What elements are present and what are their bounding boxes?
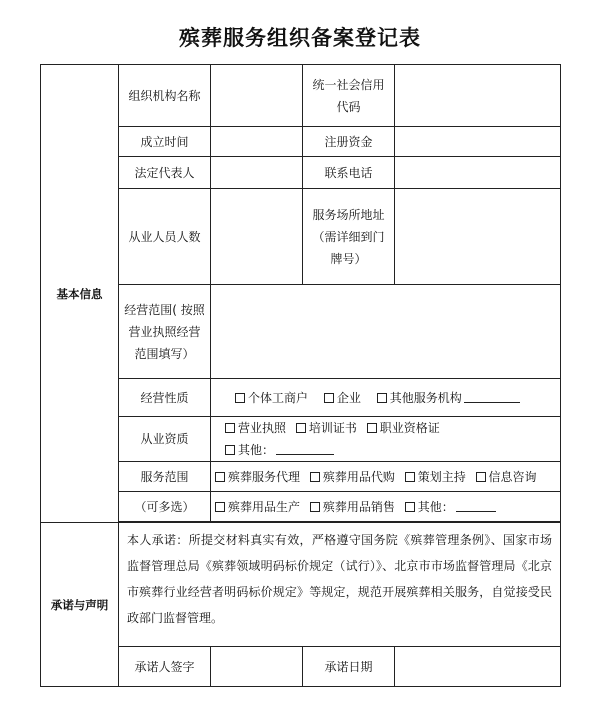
qualification-option-other[interactable]: 其他： (225, 439, 334, 461)
checkbox-icon (296, 423, 306, 433)
legal-representative-label: 法定代表人 (119, 157, 211, 189)
qualification-option-certificate[interactable]: 职业资格证 (367, 417, 440, 439)
nature-option-enterprise[interactable]: 企业 (324, 387, 361, 409)
checkbox-icon (405, 502, 415, 512)
section-promise: 承诺与声明 (41, 523, 119, 687)
section-basic-info: 基本信息 (41, 65, 119, 523)
staff-count-field[interactable] (211, 189, 303, 285)
established-date-label: 成立时间 (119, 127, 211, 157)
service-scope-options-row2 (211, 492, 561, 522)
checkbox-icon (225, 423, 235, 433)
business-scope-field[interactable] (211, 285, 561, 379)
date-field[interactable] (395, 647, 561, 687)
legal-representative-field[interactable] (211, 157, 303, 189)
registered-capital-field[interactable] (395, 127, 561, 157)
service-address-label: 服务场所地址 （需详细到门 牌号） (303, 189, 395, 285)
checkbox-icon (476, 472, 486, 482)
fill-blank (464, 391, 520, 403)
registration-form-table (40, 64, 561, 687)
nature-option-other[interactable]: 其他服务机构 (377, 387, 520, 409)
fill-blank (456, 500, 496, 512)
staff-count-label: 从业人员人数 (119, 189, 211, 285)
established-date-field[interactable] (211, 127, 303, 157)
fill-blank (276, 443, 334, 455)
qualification-label: 从业资质 (119, 417, 211, 462)
checkbox-icon (405, 472, 415, 482)
business-nature-options (211, 379, 561, 417)
checkbox-icon (377, 393, 387, 403)
checkbox-icon (235, 393, 245, 403)
checkbox-icon (324, 393, 334, 403)
nature-option-individual[interactable]: 个体工商户 (235, 387, 308, 409)
org-name-label: 组织机构名称 (119, 65, 211, 127)
contact-phone-field[interactable] (395, 157, 561, 189)
business-nature-label: 经营性质 (119, 379, 211, 417)
service-option-hosting[interactable]: 策划主持 (405, 466, 466, 488)
qualification-option-license[interactable]: 营业执照 (225, 417, 286, 439)
checkbox-icon (215, 502, 225, 512)
service-scope-label: 服务范围 (119, 462, 211, 492)
service-option-purchasing[interactable]: 殡葬用品代购 (310, 466, 395, 488)
checkbox-icon (225, 445, 235, 455)
service-address-field[interactable] (395, 189, 561, 285)
business-scope-label: 经营范围( 按照 营业执照经营 范围填写） (119, 285, 211, 379)
contact-phone-label: 联系电话 (303, 157, 395, 189)
checkbox-icon (310, 502, 320, 512)
checkbox-icon (367, 423, 377, 433)
qualification-option-training[interactable]: 培训证书 (296, 417, 357, 439)
service-option-production[interactable]: 殡葬用品生产 (215, 496, 300, 518)
service-option-sales[interactable]: 殡葬用品销售 (310, 496, 395, 518)
service-option-consulting[interactable]: 信息咨询 (476, 466, 537, 488)
qualification-options (211, 417, 561, 462)
registered-capital-label: 注册资金 (303, 127, 395, 157)
service-option-other[interactable]: 其他： (405, 496, 496, 518)
checkbox-icon (310, 472, 320, 482)
service-scope-options-row1 (211, 462, 561, 492)
signature-label: 承诺人签字 (119, 647, 211, 687)
org-name-field[interactable] (211, 65, 303, 127)
form-title: 殡葬服务组织备案登记表 (179, 25, 421, 50)
service-scope-multi-note: （可多选） (119, 492, 211, 522)
credit-code-field[interactable] (395, 65, 561, 127)
date-label: 承诺日期 (303, 647, 395, 687)
service-option-agency[interactable]: 殡葬服务代理 (215, 466, 300, 488)
promise-statement: 本人承诺：所提交材料真实有效，严格遵守国务院《殡葬管理条例》、国家市场监督管理总局《殡葬领域明码标价规定（试行）》、北京市市场监督管理局《北京市殡葬行业经营者明码标价规定》等规定，规范开展殡葬相关服务，自觉接受民政部门监督管理。 (119, 523, 561, 647)
signature-field[interactable] (211, 647, 303, 687)
checkbox-icon (215, 472, 225, 482)
credit-code-label: 统一社会信用 代码 (303, 65, 395, 127)
